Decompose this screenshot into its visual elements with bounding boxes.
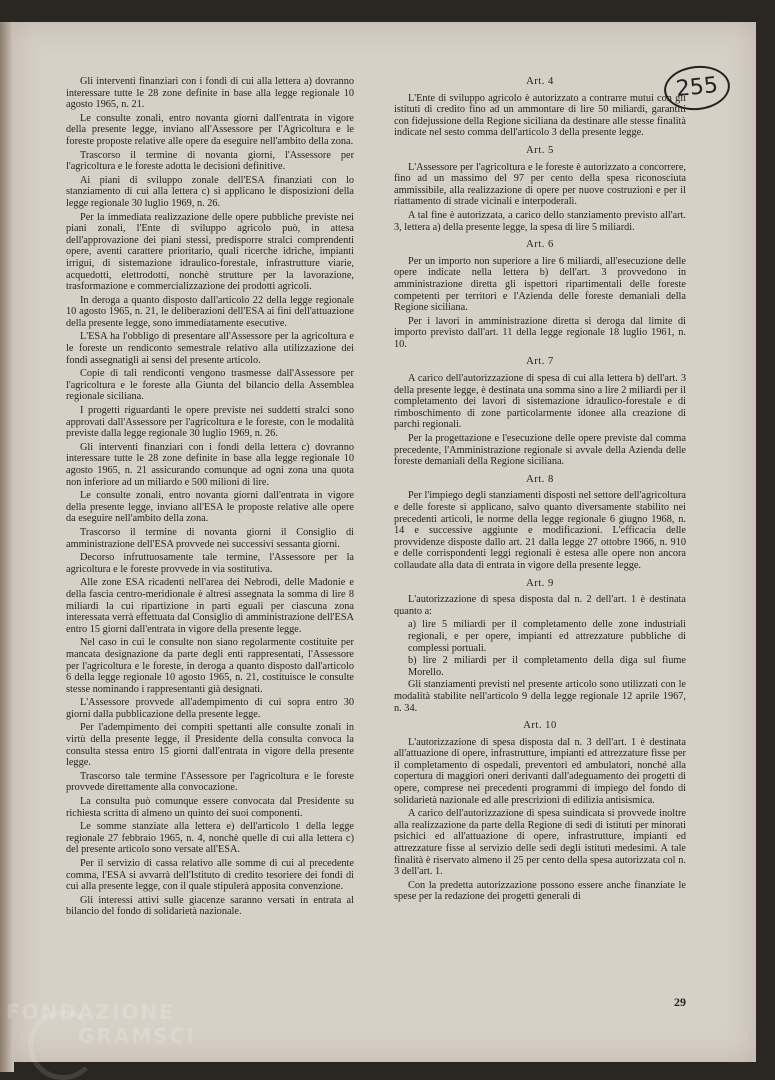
paragraph: Con la predetta autorizzazione possono essere anche finanziate le spese per la redazione dei progetti generali di: [394, 879, 686, 903]
watermark-line-2: GRAMSCI: [78, 1024, 196, 1048]
paragraph: Le consulte zonali, entro novanta giorni dall'entrata in vigore della presente legge, inviano all'Assessore per l'Agricoltura e le foreste proposte relative alle opere da eseguire nell'ambito della zona.: [66, 112, 354, 147]
paragraph: Nel caso in cui le consulte non siano regolarmente costituite per mancata designazione da parte degli enti rappresentati, l'Assessore per l'agricoltura e le foreste, in deroga a quanto disposto dall'articolo 6 della legge regionale 10 agosto 1965, n. 21, costituisce le consulte stesse nominando i rappresentanti già designati.: [66, 637, 354, 695]
paragraph: Gli interventi finanziari con i fondi della lettera c) dovranno interessare tutte le 28 zone definite in base alla legge regionale 10 agosto 1965, n. 21 assicurando comunque ad ogni zona una quota non inferiore ad un miliardo e 500 milioni di lire.: [66, 441, 354, 488]
paragraph: A carico dell'autorizzazione di spesa suindicata si provvede inoltre alla realizzazione da parte della Regione di sedi di istituti per minorati psichici ed all'attuazione di opere, infrastrutture, impianti ed attrezzature fisse al servizio delle sedi degli istituti medesimi. A tale finalità è riservato almeno il 25 per cento della spesa autorizzata col n. 3 dell'art. 1.: [394, 808, 686, 878]
paragraph: La consulta può comunque essere convocata dal Presidente su richiesta scritta di almeno un quinto dei suoi componenti.: [66, 796, 354, 819]
paragraph: L'Assessore provvede all'adempimento di cui sopra entro 30 giorni dalla pubblicazione della presente legge.: [66, 697, 354, 720]
paragraph: Per la progettazione e l'esecuzione delle opere previste dal comma precedente, l'Amministrazione regionale si avvale della Azienda delle foreste demaniali della Regione siciliana.: [394, 433, 686, 468]
article-heading: Art. 6: [526, 239, 554, 251]
article-heading: Art. 5: [526, 144, 554, 156]
paragraph: Per un importo non superiore a lire 6 miliardi, all'esecuzione delle opere indicate nella lettera b) dell'art. 3 provvedono in amministrazione diretta gli ispettori ripartimentali delle foreste competenti per territori e l'Azienda delle foreste demaniali della Regione siciliana.: [394, 255, 686, 314]
paragraph: Copie di tali rendiconti vengono trasmesse dall'Assessore per l'agricoltura e le foreste alla Giunta del bilancio della Assemblea regionale siciliana.: [66, 368, 354, 403]
left-column: [66, 76, 354, 920]
paragraph: L'autorizzazione di spesa disposta dal n. 2 dell'art. 1 è destinata quanto a:: [394, 594, 686, 617]
article-heading: Art. 10: [523, 720, 557, 732]
paragraph: L'autorizzazione di spesa disposta dal n. 3 dell'art. 1 è destinata all'attuazione di opere, infrastrutture, impianti ed attrezzature fisse per il completamento di ospedali, preventori ed ambulatori, nonché alla copertura di maggiori oneri derivanti dall'adeguamento dei progetti di opere, comprese nei precedenti programmi di impiego del fondo di solidarietà nazionale ed alle prescrizioni di edilizia antisismica.: [394, 736, 686, 806]
paragraph: Trascorso il termine di novanta giorni il Consiglio di amministrazione dell'ESA provvede nei successivi sessanta giorni.: [66, 526, 354, 550]
paragraph: Le consulte zonali, entro novanta giorni dall'entrata in vigore della presente legge, inviano all'ESA le proposte relative alle opere da eseguire nell'ambito della zona.: [66, 490, 354, 525]
article-heading: Art. 8: [526, 473, 554, 485]
watermark: [6, 1000, 196, 1048]
paragraph: Le somme stanziate alla lettera e) dell'articolo 1 della legge regionale 27 febbraio 1965, n. 4, nonchè quelle di cui alla lettera c) del presente articolo sono versate all'ESA.: [66, 821, 354, 856]
article-heading: Art. 9: [526, 577, 554, 589]
paragraph: Per la immediata realizzazione delle opere pubbliche previste nei piani zonali, l'Ente di sviluppo agricolo può, in attesa dell'approvazione dei piani stessi, predisporre stralci comprendenti opere, aventi carattere prioritario, quali ricerche idriche, impianti irrigui, di sistemazione idraulico-forestale, infrastrutture viarie, acquedotti, elettrodotti, nonchè strutture per la lavorazione, trasformazione e commercializzazione dei prodotti agricoli.: [66, 211, 354, 293]
watermark-line-1: FONDAZIONE: [6, 1000, 175, 1024]
paragraph: L'Assessore per l'agricoltura e le foreste è autorizzato a concorrere, fino ad un massimo del 97 per cento della spesa riconosciuta ammissibile, alla realizzazione di opere per nuove costruzioni e per il riattamento di strade vicinali e interpoderali.: [394, 161, 686, 208]
page-number: 29: [674, 995, 686, 1009]
article-heading: Art. 7: [526, 356, 554, 368]
right-column: [394, 76, 686, 905]
paragraph: a) lire 5 miliardi per il completamento delle zone industriali regionali, e per opere, impianti ed attrezzature pubbliche di complessi portuali.: [408, 619, 686, 654]
paragraph: L'Ente di sviluppo agricolo è autorizzato a contrarre mutui con gli istituti di credito fino ad un ammontare di lire 50 miliardi, garantiti con fidejussione della Regione siciliana da destinare alle stesse finalità indicate nel sesto comma dell'articolo 3 della presente legge.: [394, 92, 686, 139]
paragraph: b) lire 2 miliardi per il completamento della diga sul fiume Morello.: [408, 655, 686, 678]
paragraph: Per il servizio di cassa relativo alle somme di cui al precedente comma, l'ESA si avvarrà dell'Istituto di credito tesoriere dei fondi di cui alla presente legge, con il quale stipulerà apposita convenzione.: [66, 858, 354, 893]
paragraph: A carico dell'autorizzazione di spesa di cui alla lettera b) dell'art. 3 della presente legge, è destinata una somma sino a lire 2 miliardi per il completamento dei lavori di sistemazione idraulico-forestale e di rimboschimento di zone particolarmente idonee alla creazione di parchi regionali.: [394, 373, 686, 431]
paragraph: Alle zone ESA ricadenti nell'area dei Nebrodi, delle Madonie e della fascia centro-meridionale è altresì assegnata la somma di lire 8 miliardi la cui ripartizione in parti eguali per ciascuna zona interessata verrà effettuata dal Consiglio di amministrazione dell'ESA entro 15 giorni dall'entrata in vigore della presente legge.: [66, 577, 354, 635]
paragraph: A tal fine è autorizzata, a carico dello stanziamento previsto all'art. 3, lettera a) della presente legge, la spesa di lire 5 miliardi.: [394, 209, 686, 233]
paragraph: Gli interventi finanziari con i fondi di cui alla lettera a) dovranno interessare tutte le 28 zone definite in base alla legge regionale 10 agosto 1965, n. 21.: [66, 76, 354, 111]
paragraph: Per l'adempimento dei compiti spettanti alle consulte zonali in virtù della presente legge, il Presidente della consulta convoca la consulta stessa entro 15 giorni dall'entrata in vigore della presente legge.: [66, 722, 354, 769]
paragraph: Per i lavori in amministrazione diretta si deroga dal limite di importo previsto dall'art. 11 della legge regionale 18 luglio 1961, n. 10.: [394, 315, 686, 350]
paragraph: Ai piani di sviluppo zonale dell'ESA finanziati con lo stanziamento di cui alla lettera c) si applicano le disposizioni della legge regionale 30 luglio 1969, n. 26.: [66, 174, 354, 209]
article-heading: Art. 4: [526, 76, 554, 87]
paragraph: L'ESA ha l'obbligo di presentare all'Assessore per la agricoltura e le foreste un rendiconto semestrale relativo alla utilizzazione dei fondi assegnatigli ai sensi del presente articolo.: [66, 331, 354, 366]
paragraph: Trascorso tale termine l'Assessore per l'agricoltura e le foreste provvede direttamente alla convocazione.: [66, 770, 354, 794]
paragraph: Per l'impiego degli stanziamenti disposti nel settore dell'agricoltura e delle foreste si applicano, salvo quanto diversamente stabilito nei precedenti articoli, le norme della legge regionale 6 giugno 1968, n. 14 e successive aggiunte e modificazioni. L'efficacia delle provvidenze disposte dallo art. 21 dalla legge 27 ottobre 1966, n. 910 e delle corrispondenti leggi regionali è estesa alle opere non ancora collaudate alla data di entrata in vigore della presente legge.: [394, 490, 686, 571]
paragraph: Decorso infruttuosamente tale termine, l'Assessore per la agricoltura e le foreste provvede in via sostitutiva.: [66, 552, 354, 575]
handwritten-page-number: 255: [662, 63, 732, 114]
paragraph: Gli stanziamenti previsti nel presente articolo sono utilizzati con le modalità stabilite nell'articolo 9 della legge regionale 12 aprile 1967, n. 34.: [394, 679, 686, 714]
paragraph: Gli interessi attivi sulle giacenze saranno versati in entrata al bilancio del fondo di solidarietà nazionale.: [66, 894, 354, 918]
paragraph: In deroga a quanto disposto dall'articolo 22 della legge regionale 10 agosto 1965, n. 21, le deliberazioni dell'ESA ai fini dell'attuazione della presente legge, sono immediatamente esecutive.: [66, 294, 354, 329]
paragraph: Trascorso il termine di novanta giorni, l'Assessore per l'agricoltura e le foreste adotta le decisioni definitive.: [66, 149, 354, 173]
paragraph: I progetti riguardanti le opere previste nei suddetti stralci sono approvati dall'Assessore per l'agricoltura e le foreste, con le modalità previste dalla legge regionale 30 luglio 1969, n. 26.: [66, 405, 354, 440]
